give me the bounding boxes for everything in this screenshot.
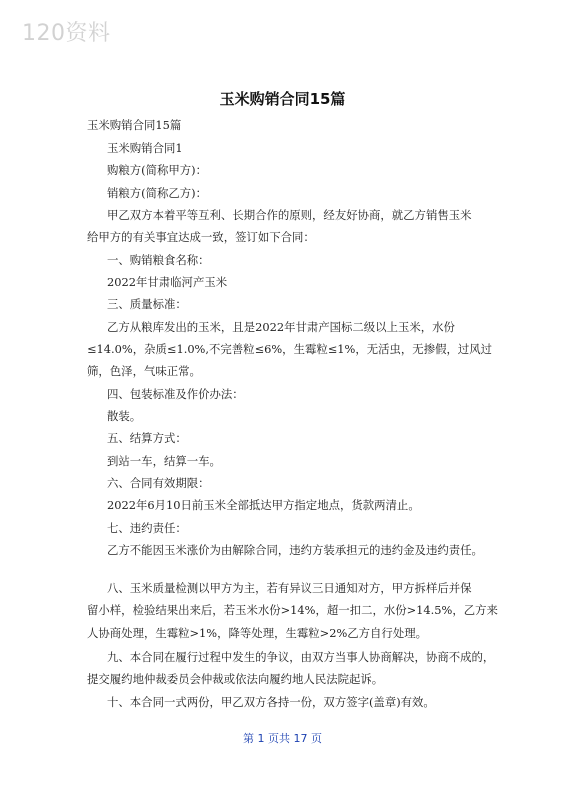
paragraph-line: 留小样，检验结果出来后，若玉米水份>14%，超一扣二，水份>14.5%，乙方来 (87, 603, 498, 617)
paragraph-line: 人协商处理，生霉粒>1%，降等处理，生霉粒>2%乙方自行处理。 (87, 626, 427, 640)
paragraph-line: 乙方不能因玉米涨价为由解除合同，违约方装承担元的违约金及违约责任。 (107, 543, 483, 557)
doc-heading: 玉米购销合同15篇 (87, 118, 182, 132)
section-heading: 五、结算方式： (107, 431, 187, 445)
paragraph-line: 散装。 (107, 409, 142, 423)
intro-paragraph-line: 甲乙双方本着平等互利、长期合作的原则，经友好协商，就乙方销售玉米 (107, 208, 472, 222)
section-heading: 一、购销粮食名称： (107, 253, 210, 267)
paragraph-line: 到站一车，结算一车。 (107, 454, 221, 468)
paragraph-line: 提交履约地仲裁委员会仲裁或依法向履约地人民法院起诉。 (87, 672, 384, 686)
document-title: 玉米购销合同15篇 (219, 90, 346, 108)
paragraph-line: 2022年甘肃临河产玉米 (107, 275, 228, 289)
section-heading: 六、合同有效期限： (107, 476, 210, 490)
intro-paragraph-line: 给甲方的有关事宜达成一致，签订如下合同： (87, 230, 315, 244)
section-heading: 七、违约责任： (107, 521, 187, 535)
section-heading: 四、包装标准及作价办法： (107, 387, 244, 401)
watermark-logo: 120资料 (22, 21, 111, 46)
paragraph-line: 乙方从粮库发出的玉米，且是2022年甘肃产国标二级以上玉米，水份 (107, 320, 455, 334)
paragraph-line: 2022年6月10日前玉米全部抵达甲方指定地点，货款两清止。 (107, 498, 420, 512)
paragraph-line: ≤14.0%，杂质≤1.0%,不完善粒≤6%，生霉粒≤1%，无活虫，无掺假，过风过 (87, 342, 493, 356)
paragraph-line: 九、本合同在履行过程中发生的争议，由双方当事人协商解决，协商不成的， (107, 650, 495, 664)
paragraph-line: 筛，色泽，气味正常。 (87, 364, 201, 378)
paragraph-line: 十、本合同一式两份，甲乙双方各持一份，双方签字(盖章)有效。 (107, 695, 435, 709)
buyer-line: 购粮方(简称甲方)： (107, 163, 208, 177)
page-footer: 第 1 页共 17 页 (243, 732, 322, 745)
paragraph-line: 八、玉米质量检测以甲方为主，若有异议三日通知对方，甲方拆样后并保 (107, 581, 472, 595)
section-heading: 三、质量标准： (107, 297, 187, 311)
seller-line: 销粮方(简称乙方)： (107, 186, 208, 200)
contract-number: 玉米购销合同1 (107, 141, 183, 155)
